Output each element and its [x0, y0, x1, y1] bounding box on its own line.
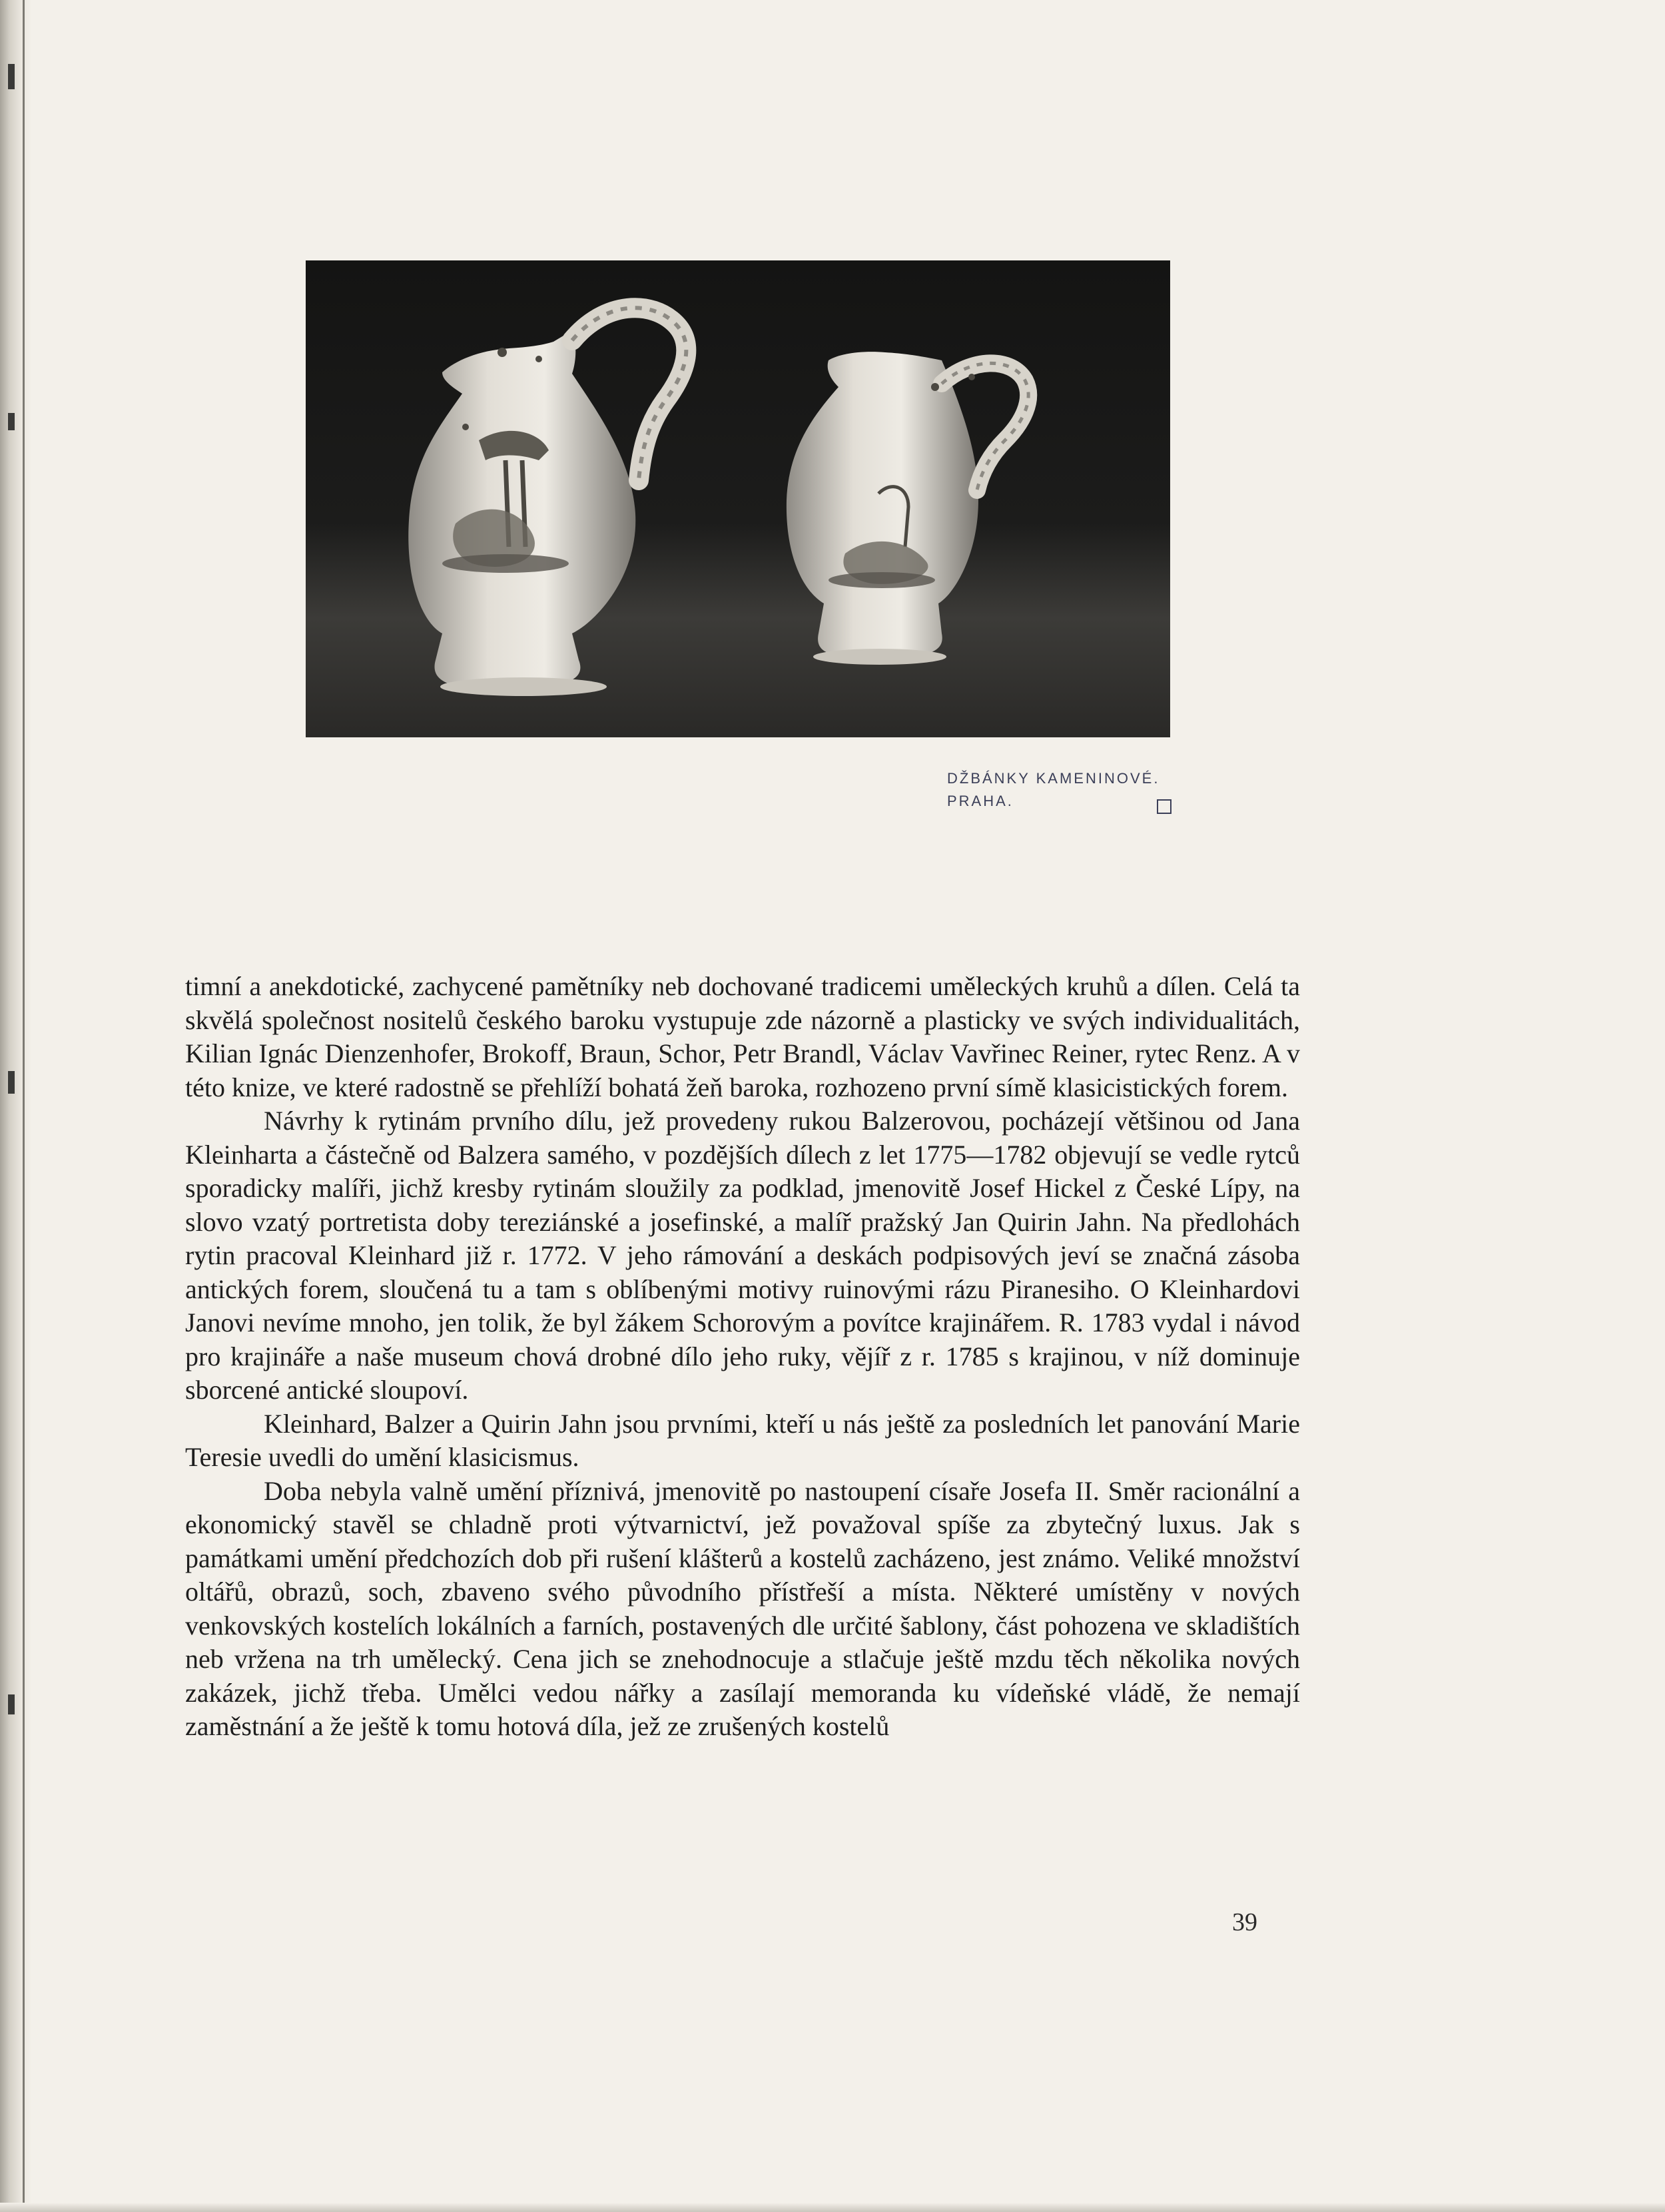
paragraph: Kleinhard, Balzer a Quirin Jahn jsou prvními, kteří u nás ještě za posledních let panování Marie Teresie uvedli do umění klasicismus.: [185, 1408, 1300, 1472]
caption-line-place: PRAHA.: [947, 793, 1014, 809]
page-gutter: [0, 0, 32, 2212]
paragraph: Návrhy k rytinám prvního dílu, jež provedeny rukou Balzerovou, pocházejí většinou od Jana Kleinharta a částečně od Balzera samého, v pozdějších dílech z let 1775—1782 objevují se vedle rytců sporadicky malíři, jichž kresby rytinám sloužily za podklad, jmenovitě Josef Hickel z České Lípy, na slovo vzatý portretista doby tereziánské a josefinské, a malíř pražský Jan Quirin Jahn. Na předlohách rytin pracoval Kleinhard již r. 1772. V jeho rámování a deskách podpisových jeví se značná zásoba antických forem, sloučená tu a tam s oblíbenými motivy ruinovými rázu Piranesiho. O Kleinhardovi Janovi nevíme mnoho, jen tolik, že byl žákem Schorovým a povítce krajinářem. R. 1783 vydal i návod pro krajináře a naše museum chová drobné dílo jeho ruky, vějíř z r. 1785 s krajinou, v níž dominuje sborcené antické sloupoví.: [185, 1106, 1300, 1405]
binding-mark: [8, 64, 15, 89]
body-text: [185, 970, 1300, 1744]
binding-mark: [8, 413, 15, 430]
page-number: 39: [1232, 1908, 1257, 1936]
paragraph: Doba nebyla valně umění příznivá, jmenovitě po nastoupení císaře Josefa II. Směr racionální a ekonomický stavěl se chladně proti výtvarnictví, jež považoval spíše za zbytečný luxus. Jak s památkami umění předchozích dob při rušení klášterů a kostelů zacházeno, jest známo. Veliké množství oltářů, obrazů, soch, zbaveno svého původního přístřeší a místa. Některé umístěny v nových venkovských kostelích lokálních a farních, postavených dle určité šablony, část pohozena ve skladištích neb vržena na trh umělecký. Cena jich se znehodnocuje a stlačuje ještě mzdu těch několika nových zakázek, jichž třeba. Umělci vedou nářky a zasílají memoranda ku vídeňské vládě, že nemají zaměstnání a že ještě k tomu hotová díla, jež ze zrušených kostelů: [185, 1475, 1300, 1741]
binding-mark: [8, 1071, 15, 1094]
paragraph: timní a anekdotické, zachycené pamětníky neb dochované tradicemi uměleckých kruhů a dílen. Celá ta skvělá společnost nositelů českého baroku vystupuje zde názorně a plasticky ve svých individualitách, Kilian Ignác Dienzenhofer, Brokoff, Braun, Schor, Petr Brandl, Václav Vavřinec Reiner, rytec Renz. A v této knize, ve které radostně se přehlíží bohatá žeň baroka, rozhozeno první símě klasicistických forem.: [185, 971, 1300, 1102]
page-bottom-edge: [0, 2203, 1665, 2212]
caption-square-icon: [1157, 799, 1171, 814]
figure-photo-jugs: [306, 260, 1170, 737]
caption-line-title: DŽBÁNKY KAMENINOVÉ.: [947, 770, 1160, 787]
binding-mark: [8, 1694, 15, 1714]
figure-caption: [947, 767, 1187, 813]
binding-line: [23, 0, 25, 2212]
